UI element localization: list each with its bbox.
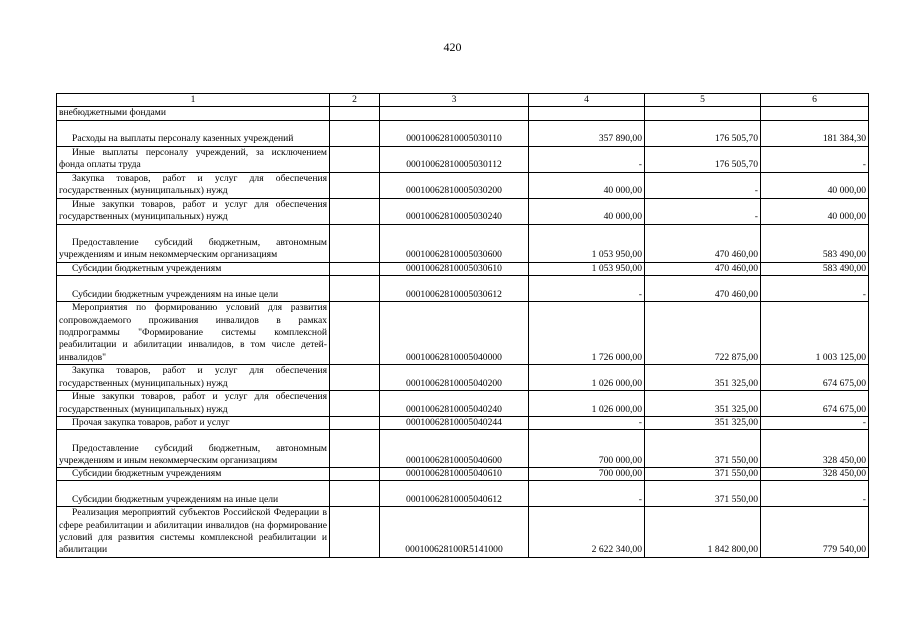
row-value-col-5: 176 505,70 (645, 120, 761, 146)
row-value-col-4: 1 053 950,00 (529, 262, 645, 275)
row-name (57, 172, 330, 198)
row-value-col-5: 176 505,70 (645, 146, 761, 172)
table-row (57, 507, 869, 557)
row-value-col-5: 470 460,00 (645, 262, 761, 275)
row-name-text: Предоставление субсидий бюджетным, автономным учреждениям и иным некоммерческим организациям (59, 237, 327, 261)
row-value-col-5 (645, 107, 761, 120)
budget-table (56, 93, 869, 558)
table-row (57, 468, 869, 481)
row-value-col-4 (529, 107, 645, 120)
row-value-col-5: 1 842 800,00 (645, 507, 761, 557)
row-name (57, 198, 330, 224)
table-row (57, 481, 869, 507)
row-value-col-6: 328 450,00 (761, 468, 869, 481)
row-name-text: Закупка товаров, работ и услуг для обеспечения государственных (муниципальных) нужд (59, 173, 327, 197)
row-name-text: Иные выплаты персоналу учреждений, за исключением фонда оплаты труда (59, 147, 327, 171)
row-name (57, 275, 330, 301)
row-name (57, 107, 330, 120)
row-name (57, 224, 330, 262)
row-value-col-5: - (645, 198, 761, 224)
row-name-text: Субсидии бюджетным учреждениям (72, 468, 222, 480)
row-name (57, 430, 330, 468)
column-header-4: 4 (529, 94, 645, 107)
row-name (57, 301, 330, 364)
row-code: 00010062810005030240 (380, 198, 529, 224)
column-header-3: 3 (380, 94, 529, 107)
row-name-text: Субсидии бюджетным учреждениям на иные цели (72, 494, 279, 506)
row-code: 00010062810005030110 (380, 120, 529, 146)
row-value-col-4: 700 000,00 (529, 468, 645, 481)
row-col-2 (330, 416, 380, 429)
table-row (57, 301, 869, 364)
row-value-col-4: 357 890,00 (529, 120, 645, 146)
row-value-col-6 (761, 107, 869, 120)
row-value-col-6: 328 450,00 (761, 430, 869, 468)
table-row (57, 146, 869, 172)
row-code: 00010062810005040200 (380, 364, 529, 390)
row-value-col-4: - (529, 146, 645, 172)
row-value-col-6: - (761, 481, 869, 507)
row-code: 00010062810005040610 (380, 468, 529, 481)
row-name-text: Мероприятия по формированию условий для развития сопровождаемого проживания инвалидов в рамках подпрограммы "Формирование системы комплексной реабилитации и абилитации инвалидов, в том числе детей-инвалидов" (59, 302, 327, 363)
row-value-col-4: 1 726 000,00 (529, 301, 645, 364)
row-value-col-6: 40 000,00 (761, 198, 869, 224)
row-name (57, 390, 330, 416)
row-code: 00010062810005040244 (380, 416, 529, 429)
row-name-text: Закупка товаров, работ и услуг для обеспечения государственных (муниципальных) нужд (59, 365, 327, 389)
row-value-col-6: - (761, 416, 869, 429)
row-col-2 (330, 275, 380, 301)
row-name-text: Прочая закупка товаров, работ и услуг (72, 416, 230, 428)
row-code: 00010062810005030200 (380, 172, 529, 198)
table-row (57, 107, 869, 120)
row-code: 00010062810005030600 (380, 224, 529, 262)
row-value-col-4: - (529, 481, 645, 507)
row-code (380, 107, 529, 120)
row-name-text: внебюджетными фондами (59, 107, 166, 119)
row-value-col-6: - (761, 275, 869, 301)
row-value-col-5: 371 550,00 (645, 481, 761, 507)
row-value-col-5: 371 550,00 (645, 430, 761, 468)
row-name (57, 364, 330, 390)
row-value-col-5: 351 325,00 (645, 364, 761, 390)
row-value-col-5: 351 325,00 (645, 390, 761, 416)
table-row (57, 120, 869, 146)
row-value-col-4: - (529, 416, 645, 429)
row-col-2 (330, 481, 380, 507)
row-name-text: Расходы на выплаты персоналу казенных учреждений (72, 133, 294, 145)
row-value-col-4: 40 000,00 (529, 198, 645, 224)
row-code: 00010062810005040600 (380, 430, 529, 468)
row-col-2 (330, 262, 380, 275)
row-value-col-6: 583 490,00 (761, 224, 869, 262)
row-col-2 (330, 301, 380, 364)
row-name-text: Иные закупки товаров, работ и услуг для обеспечения государственных (муниципальных) нужд (59, 391, 327, 415)
row-col-2 (330, 364, 380, 390)
row-value-col-5: 371 550,00 (645, 468, 761, 481)
row-code: 00010062810005030612 (380, 275, 529, 301)
row-name-text: Субсидии бюджетным учреждениям (72, 262, 222, 274)
header-row (57, 94, 869, 107)
row-value-col-4: 1 026 000,00 (529, 364, 645, 390)
row-value-col-6: 674 675,00 (761, 390, 869, 416)
row-name (57, 468, 330, 481)
row-value-col-6: - (761, 146, 869, 172)
row-value-col-6: 779 540,00 (761, 507, 869, 557)
row-col-2 (330, 107, 380, 120)
row-col-2 (330, 224, 380, 262)
table-row (57, 224, 869, 262)
row-code: 00010062810005030112 (380, 146, 529, 172)
column-header-6: 6 (761, 94, 869, 107)
row-name (57, 416, 330, 429)
row-name-text: Реализация мероприятий субъектов Российской Федерации в сфере реабилитации и абилитации инвалидов (на формирование условий для развития системы комплексной реабилитации и абилитации (59, 507, 327, 556)
page-number: 420 (443, 40, 462, 54)
row-col-2 (330, 120, 380, 146)
row-value-col-5: 722 875,00 (645, 301, 761, 364)
row-name (57, 120, 330, 146)
table-row (57, 198, 869, 224)
column-header-2: 2 (330, 94, 380, 107)
row-value-col-4: 700 000,00 (529, 430, 645, 468)
row-name (57, 146, 330, 172)
row-value-col-6: 1 003 125,00 (761, 301, 869, 364)
row-col-2 (330, 146, 380, 172)
row-code: 000100628100R5141000 (380, 507, 529, 557)
row-value-col-5: - (645, 172, 761, 198)
table-row (57, 390, 869, 416)
row-name (57, 262, 330, 275)
row-value-col-4: 2 622 340,00 (529, 507, 645, 557)
row-col-2 (330, 430, 380, 468)
row-col-2 (330, 172, 380, 198)
column-header-1: 1 (57, 94, 330, 107)
row-value-col-6: 181 384,30 (761, 120, 869, 146)
table-row (57, 275, 869, 301)
row-value-col-4: 1 026 000,00 (529, 390, 645, 416)
row-value-col-5: 470 460,00 (645, 275, 761, 301)
row-value-col-4: 1 053 950,00 (529, 224, 645, 262)
row-value-col-6: 583 490,00 (761, 262, 869, 275)
row-name-text: Предоставление субсидий бюджетным, автономным учреждениям и иным некоммерческим организациям (59, 442, 327, 466)
table-row (57, 262, 869, 275)
row-name (57, 507, 330, 557)
column-header-5: 5 (645, 94, 761, 107)
row-value-col-4: 40 000,00 (529, 172, 645, 198)
row-col-2 (330, 390, 380, 416)
row-value-col-5: 470 460,00 (645, 224, 761, 262)
table-row (57, 416, 869, 429)
row-name (57, 481, 330, 507)
row-name-text: Субсидии бюджетным учреждениям на иные цели (72, 288, 279, 300)
table-row (57, 172, 869, 198)
row-code: 00010062810005030610 (380, 262, 529, 275)
row-col-2 (330, 198, 380, 224)
row-code: 00010062810005040000 (380, 301, 529, 364)
table-row (57, 364, 869, 390)
row-value-col-6: 40 000,00 (761, 172, 869, 198)
row-code: 00010062810005040612 (380, 481, 529, 507)
row-name-text: Иные закупки товаров, работ и услуг для обеспечения государственных (муниципальных) нужд (59, 199, 327, 223)
row-code: 00010062810005040240 (380, 390, 529, 416)
row-value-col-6: 674 675,00 (761, 364, 869, 390)
row-col-2 (330, 507, 380, 557)
row-col-2 (330, 468, 380, 481)
row-value-col-5: 351 325,00 (645, 416, 761, 429)
table-row (57, 430, 869, 468)
row-value-col-4: - (529, 275, 645, 301)
